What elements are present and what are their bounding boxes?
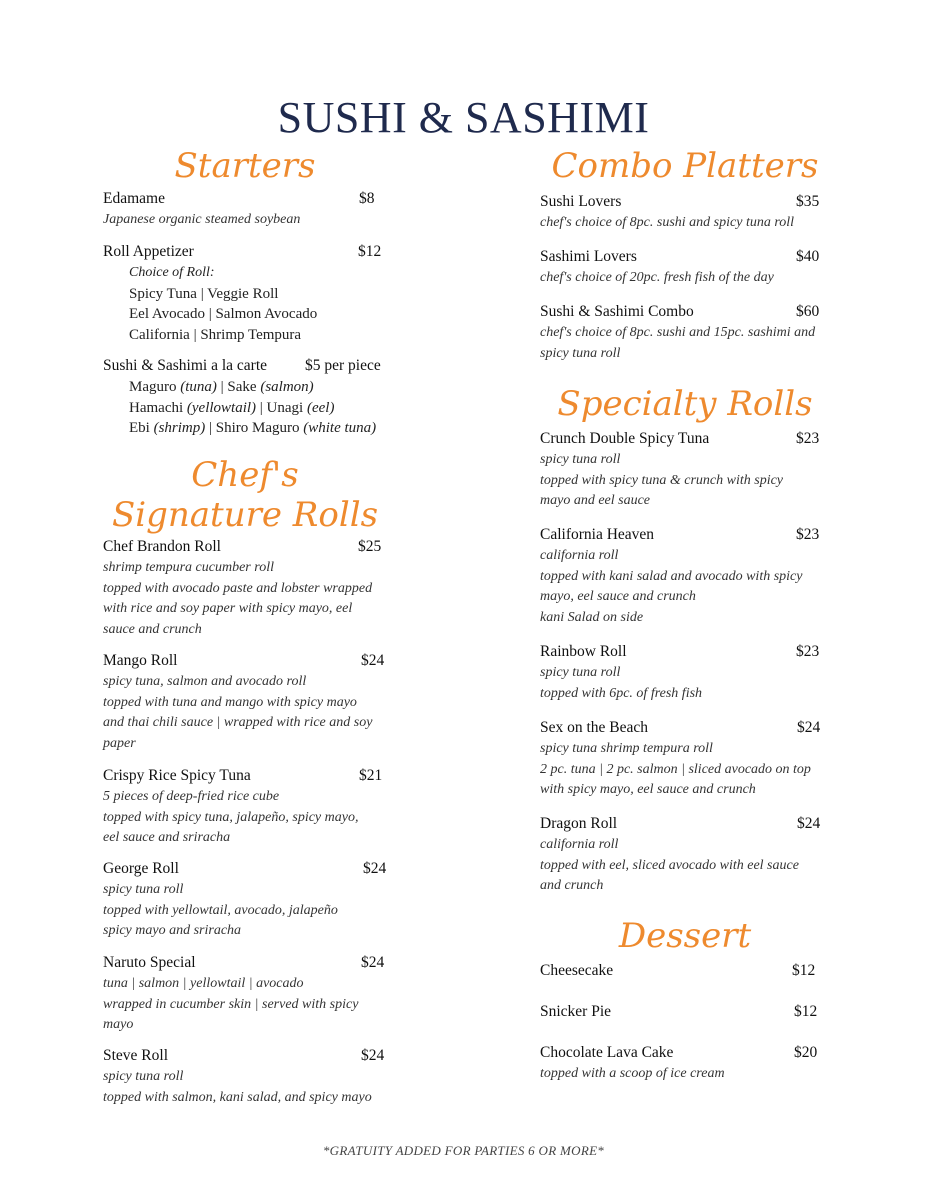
description-line: spicy tuna roll [103, 882, 184, 897]
item-price: $23 [796, 430, 820, 447]
menu-item-a-la-carte [103, 357, 403, 439]
menu-item [103, 860, 387, 942]
item-description [540, 739, 811, 801]
description-line: spicy tuna roll [103, 1069, 184, 1084]
item-name: Sex on the Beach [540, 719, 649, 736]
page-title: SUSHI & SASHIMI [277, 93, 650, 142]
description-line: sauce and crunch [103, 621, 202, 637]
item-name: Steve Roll [103, 1047, 169, 1064]
menu-item [540, 719, 821, 801]
item-name: Dragon Roll [540, 815, 618, 832]
item-price: $25 [358, 538, 382, 555]
description-line: chef's choice of 8pc. sushi and spicy tuna roll [540, 215, 795, 230]
roll-option-line: Spicy Tuna | Veggie Roll [129, 285, 279, 302]
section-heading-combo-platters: Combo Platters [551, 146, 819, 186]
menu-item [540, 193, 820, 234]
description-line: topped with avocado paste and lobster wrapped [103, 580, 373, 596]
description-line: kani Salad on side [540, 609, 644, 625]
section-heading-specialty-rolls: Specialty Rolls [557, 384, 813, 424]
description-line: spicy tuna roll [540, 452, 621, 467]
description-line: california roll [540, 837, 619, 852]
description-line: paper [103, 735, 136, 751]
description-line: chef's choice of 20pc. fresh fish of the day [540, 270, 774, 285]
fish-option-line: Ebi (shrimp) | Shiro Maguro (white tuna) [129, 420, 377, 436]
roll-choice-label: Choice of Roll: [129, 265, 215, 280]
description-line: chef's choice of 8pc. sushi and 15pc. sashimi and [540, 325, 816, 340]
description-line: 5 pieces of deep-fried rice cube [103, 789, 280, 804]
menu-item [103, 652, 385, 754]
item-name: Crunch Double Spicy Tuna [540, 430, 710, 447]
item-price: $24 [797, 815, 821, 832]
item-name: Naruto Special [103, 954, 196, 971]
menu-item [103, 538, 382, 640]
menu-item [540, 1044, 818, 1085]
menu-item [103, 1047, 385, 1108]
item-description: Japanese organic steamed soybean [103, 212, 301, 227]
description-line: topped with salmon, kani salad, and spicy mayo [103, 1089, 372, 1105]
description-line: with rice and soy paper with spicy mayo, eel [103, 601, 353, 616]
item-price: $24 [361, 954, 385, 971]
item-name: Sushi & Sashimi a la carte [103, 357, 268, 374]
item-price: $24 [797, 719, 821, 736]
item-price: $24 [361, 1047, 385, 1064]
description-line: topped with spicy tuna, jalapeño, spicy mayo, [103, 809, 359, 825]
item-description [540, 450, 783, 512]
description-line: topped with yellowtail, avocado, jalapeño [103, 902, 338, 918]
item-name: Chocolate Lava Cake [540, 1044, 674, 1061]
item-description [103, 974, 358, 1036]
item-price: $24 [361, 652, 385, 669]
item-price: $21 [359, 767, 383, 784]
menu-item [103, 767, 383, 849]
item-price: $35 [796, 193, 820, 210]
description-line: and thai chili sauce | wrapped with rice and soy [103, 715, 373, 730]
item-name: Edamame [103, 190, 165, 207]
description-line: shrimp tempura cucumber roll [103, 560, 274, 575]
item-price: $23 [796, 526, 820, 543]
description-line: spicy tuna shrimp tempura roll [540, 741, 713, 756]
item-price: $23 [796, 643, 820, 660]
menu-item [540, 303, 820, 364]
item-name: Sushi & Sashimi Combo [540, 303, 694, 320]
item-price: $20 [794, 1044, 818, 1061]
description-line: wrapped in cucumber skin | served with spicy [103, 996, 359, 1012]
item-description [540, 1064, 725, 1085]
menu-item [540, 526, 820, 628]
description-line: mayo and eel sauce [540, 493, 651, 508]
item-price: $12 [358, 243, 382, 260]
item-name: Sushi Lovers [540, 193, 622, 210]
item-name: Snicker Pie [540, 1003, 612, 1020]
item-description [103, 1067, 372, 1108]
menu-item [540, 643, 820, 704]
menu-item [540, 815, 821, 897]
description-line: california roll [540, 548, 619, 563]
description-line: tuna | salmon | yellowtail | avocado [103, 976, 304, 991]
description-line: spicy mayo and sriracha [103, 923, 242, 938]
item-name: George Roll [103, 860, 179, 877]
item-name: Roll Appetizer [103, 243, 194, 260]
section-heading-chefs-signature: Chef's Signature Rolls [111, 455, 379, 535]
section-heading-starters: Starters [174, 146, 316, 186]
menu-item-roll-appetizer [103, 243, 393, 345]
menu-item [540, 248, 820, 289]
section-heading-dessert: Dessert [618, 916, 752, 956]
description-line: mayo, eel sauce and crunch [540, 589, 696, 604]
description-line: with spicy mayo, eel sauce and crunch [540, 782, 756, 797]
item-price: $24 [363, 860, 387, 877]
item-price: $60 [796, 303, 820, 320]
item-description [540, 323, 815, 364]
item-description [540, 835, 799, 897]
item-description [540, 663, 702, 704]
description-line: topped with spicy tuna & crunch with spicy [540, 472, 784, 488]
gratuity-note: *GRATUITY ADDED FOR PARTIES 6 OR MORE* [322, 1143, 605, 1158]
item-description [103, 558, 372, 640]
description-line: topped with 6pc. of fresh fish [540, 685, 703, 701]
item-price: $12 [794, 1003, 818, 1020]
description-line: spicy tuna, salmon and avocado roll [103, 674, 307, 689]
item-description [540, 213, 794, 234]
menu-item-edamame [103, 190, 393, 231]
item-price: $8 [359, 190, 375, 207]
description-line: topped with tuna and mango with spicy mayo [103, 694, 357, 710]
item-description [540, 268, 774, 289]
item-name: Mango Roll [103, 652, 178, 669]
description-line: topped with a scoop of ice cream [540, 1066, 725, 1081]
item-price: $5 per piece [305, 357, 381, 374]
item-name: Cheesecake [540, 962, 614, 979]
item-name: Sashimi Lovers [540, 248, 637, 265]
description-line: 2 pc. tuna | 2 pc. salmon | sliced avocado on top [540, 761, 811, 777]
menu-item [103, 954, 385, 1036]
menu-item [540, 430, 820, 512]
item-name: Crispy Rice Spicy Tuna [103, 767, 251, 784]
description-line: and crunch [540, 878, 604, 893]
description-line: mayo [103, 1017, 134, 1032]
fish-option-line: Hamachi (yellowtail) | Unagi (eel) [129, 399, 335, 416]
item-price: $40 [796, 248, 820, 265]
item-name: California Heaven [540, 526, 655, 543]
description-line: spicy tuna roll [540, 665, 621, 680]
description-line: topped with kani salad and avocado with spicy [540, 568, 803, 584]
description-line: topped with eel, sliced avocado with eel sauce [540, 857, 799, 873]
fish-option-line: Maguro (tuna) | Sake (salmon) [129, 379, 314, 395]
item-description [103, 672, 372, 754]
item-description [103, 787, 358, 849]
item-description [103, 880, 338, 942]
item-name: Chef Brandon Roll [103, 538, 221, 555]
item-name: Rainbow Roll [540, 643, 627, 660]
description-line: eel sauce and sriracha [103, 830, 231, 845]
item-description [540, 546, 802, 628]
roll-option-line: Eel Avocado | Salmon Avocado [129, 306, 318, 322]
description-line: spicy tuna roll [540, 345, 621, 361]
item-price: $12 [792, 962, 816, 979]
roll-option-line: California | Shrimp Tempura [129, 326, 302, 343]
